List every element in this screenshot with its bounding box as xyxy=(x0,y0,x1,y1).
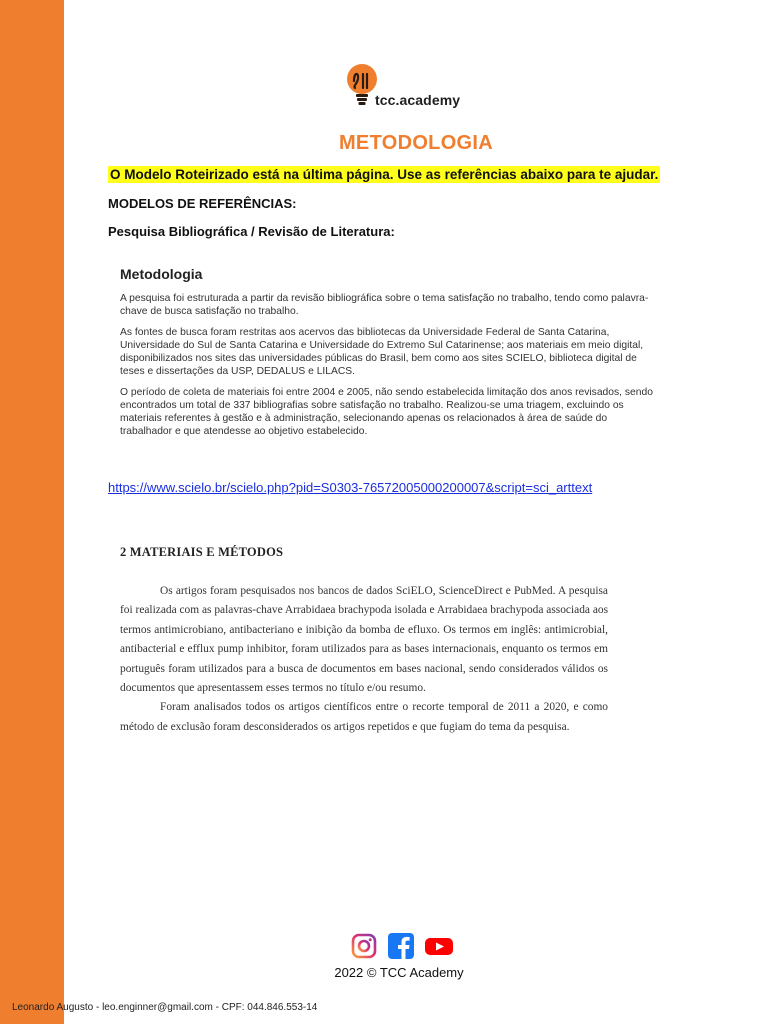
page-title: METODOLOGIA xyxy=(338,132,494,154)
brand-name: tcc.academy xyxy=(375,92,461,108)
example2-paragraph: Foram analisados todos os artigos científicos entre o recorte temporal de 2011 a 2020, e como método de exclusão foram desconsiderados os artigos repetidos e que fugiam do tema da pesquisa. xyxy=(120,701,608,733)
brand-logo xyxy=(345,62,465,112)
user-info-footer: Leonardo Augusto - leo.enginner@gmail.com - CPF: 044.846.553-14 xyxy=(12,1002,318,1013)
example1-title: Metodologia xyxy=(120,266,203,282)
copyright-text: 2022 © TCC Academy xyxy=(334,965,464,980)
facebook-icon[interactable] xyxy=(388,933,414,959)
example2-title: 2 MATERIAIS E MÉTODOS xyxy=(120,545,284,559)
example2-paragraph: Os artigos foram pesquisados nos bancos de dados SciELO, ScienceDirect e PubMed. A pesquisa foi realizada com as palavras-chave Arrabidaea brachypoda isolada e Arrabidaea brachypoda associada aos termos antimicrobiano, antibacteriano e inibição da bomba de efluxo. Os termos em inglês: antimicrobial, antibacterial e efflux pump inhibitor, foram utilizados para as bases internacionais, enquanto os termos em português foram utilizados para a busca de documentos em bases nacional, sendo considerados válidos os documentos que apresentassem esses termos no título e/ou resumo. xyxy=(120,585,608,695)
research-type-label: Pesquisa Bibliográfica / Revisão de Literatura: xyxy=(108,224,395,239)
document-page xyxy=(64,0,768,1024)
social-links xyxy=(351,933,455,961)
example1-paragraph: O período de coleta de materiais foi entre 2004 e 2005, não sendo estabelecida limitação dos anos revisados, sendo encontrados um total de 337 bibliografias sobre satisfação no trabalho. Realizou-se uma triagem, excluindo os materiais referentes à gestão e à administração, selecionando apenas os relacionados à área de saúde do trabalhador e que atendesse ao objetivo estabelecido. xyxy=(120,387,653,437)
example1-paragraph: As fontes de busca foram restritas aos acervos das bibliotecas da Universidade Federal de Santa Catarina, Universidade do Sul de Santa Catarina e Universidade do Extremo Sul Catarinense; aos materiais em meio digital, disponibilizados nos sites das universidades públicas do Brasil, bem como aos sites SCIELO, biblioteca digital de teses e dissertações da USP, DEDALUS e LILACS. xyxy=(120,327,644,377)
scielo-reference-link[interactable]: https://www.scielo.br/scielo.php?pid=S0303-76572005000200007&script=sci_arttext xyxy=(108,480,593,495)
highlighted-notice: O Modelo Roteirizado está na última página. Use as referências abaixo para te ajudar. xyxy=(110,167,659,182)
example-methodology-1 xyxy=(120,266,660,446)
example-methodology-2 xyxy=(120,545,608,737)
instagram-icon[interactable] xyxy=(351,933,377,959)
reference-models-label: MODELOS DE REFERÊNCIAS: xyxy=(108,196,297,211)
youtube-icon[interactable] xyxy=(425,933,453,959)
example1-paragraph: A pesquisa foi estruturada a partir da revisão bibliográfica sobre o tema satisfação no trabalho, tendo como palavra-chave de busca satisfação no trabalho. xyxy=(120,293,649,317)
orange-side-bar xyxy=(0,0,64,1024)
